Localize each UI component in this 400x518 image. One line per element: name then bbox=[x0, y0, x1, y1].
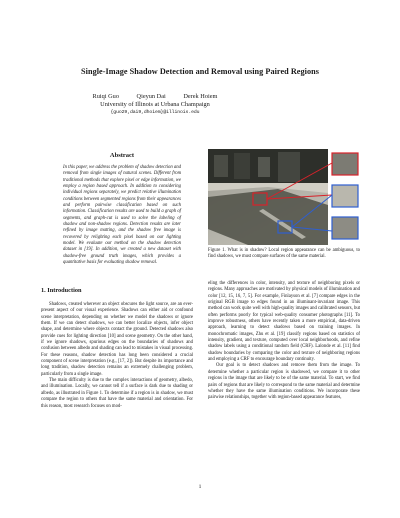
author-1: Ruiqi Guo bbox=[92, 93, 119, 100]
author-3: Derek Hoiem bbox=[183, 93, 218, 100]
author-emails: {guo29,dai9,dhoiem}@illinois.edu bbox=[110, 110, 200, 115]
intro-paragraph-2: The main difficulty is due to the complex interactions of geometry, albedo, and illumination. Locally, we cannot tell if a surface is dark due to shading or albedo, as illustrated in Figure 1. To determine if a region is in shadow, we must compare the region to others that have the same material and orientation. For this reason, most research focuses on mod- bbox=[41, 378, 193, 409]
paper-title: Single-Image Shadow Detection and Removal using Paired Regions bbox=[81, 67, 319, 76]
figure-1-caption: Figure 1. What is in shadow? Local region appearance can be ambiguous, to find shadows, we must compare surfaces of the same material. bbox=[208, 248, 360, 260]
page-number: 1 bbox=[198, 484, 202, 490]
intro-paragraph-3: eling the differences in color, intensity, and texture of neighboring pixels or regions. Many approaches are motivated by physical models of illumination and color [12, 15, 16, 7, 5]. For example, Finlayson et al. [7] compare edges in the original RGB image to edges found in an illuminant-invariant image. This method can work quite well with high-quality images and calibrated sensors, but often performs poorly for typical web-quality consumer photographs [11]. To improve robustness, others have recently taken a more empirical, data-driven approach, learning to detect shadows based on training images. In monochromatic images, Zhu et al. [19] classify regions based on statistics of intensity, gradient, and texture, computed over local neighborhoods, and refine shadow labels using a conditional random field (CRF). Lalonde et al. [11] find shadow boundaries by comparing the color and texture of neighboring regions and employing a CRF to encourage boundary continuity. bbox=[208, 281, 360, 363]
intro-paragraph-1: Shadows, created wherever an object obscures the light source, are an ever-present aspect of our visual experience. Shadows can either aid or confound scene interpretation, depending on whether we model the shadows or ignore them. If we can detect shadows, we can better localize objects, infer object shape, and determine where objects contact the ground. Detected shadows also provide cues for lighting direction [10] and scene geometry. On the other hand, if we ignore shadows, spurious edges on the boundaries of shadows and confusion between albedo and shading can lead to mistakes in visual processing. For these reasons, shadow detection has long been considered a crucial component of scene interpretation (e.g., [17, 2]). But despite its importance and long tradition, shadow detection remains an extremely challenging problem, particularly from a single image. bbox=[41, 302, 193, 377]
intro-paragraph-4: Our goal is to detect shadows and remove them from the image. To determine whether a particular region is shadowed, we compare it to other regions in the image that are likely to be of the same material. To start, we find pairs of regions that are likely to correspond to the same material and determine whether they have the same illumination conditions. We incorporate these pairwise relationships, together with region-based appearance features, bbox=[208, 363, 360, 401]
inset-patch-blue bbox=[332, 217, 358, 239]
section-heading-introduction: 1. Introduction bbox=[41, 287, 82, 294]
right-column-body bbox=[208, 281, 360, 402]
author-block bbox=[70, 93, 240, 117]
inset-patch-red bbox=[332, 153, 358, 175]
figure-1-image bbox=[208, 149, 360, 245]
affiliation: University of Illinois at Urbana Champaign bbox=[100, 101, 210, 108]
author-names bbox=[70, 93, 240, 101]
inset-patch-mid bbox=[332, 185, 358, 207]
author-2: Qieyun Dai bbox=[136, 93, 166, 100]
abstract-heading: Abstract bbox=[109, 152, 135, 159]
abstract-text: In this paper, we address the problem of shadow detection and removal from single images of natural scenes. Different from traditional methods that explore pixel or edge information, we employ a region based approach. In addition to considering individual regions separately, we predict relative illumination conditions between segmented regions from their appearances and perform pairwise classification based on such information. Classification results are used to build a graph of segments, and graph-cut is used to solve the labeling of shadow and non-shadow regions. Detection results are later refined by image matting, and the shadow free image is recovered by relighting each pixel based on our lighting model. We evaluate our method on the shadow detection dataset in [19]. In addition, we created a new dataset with shadow-free ground truth images, which provides a quantitative basis for evaluating shadow removal. bbox=[63, 165, 181, 266]
left-column-body bbox=[41, 302, 193, 410]
